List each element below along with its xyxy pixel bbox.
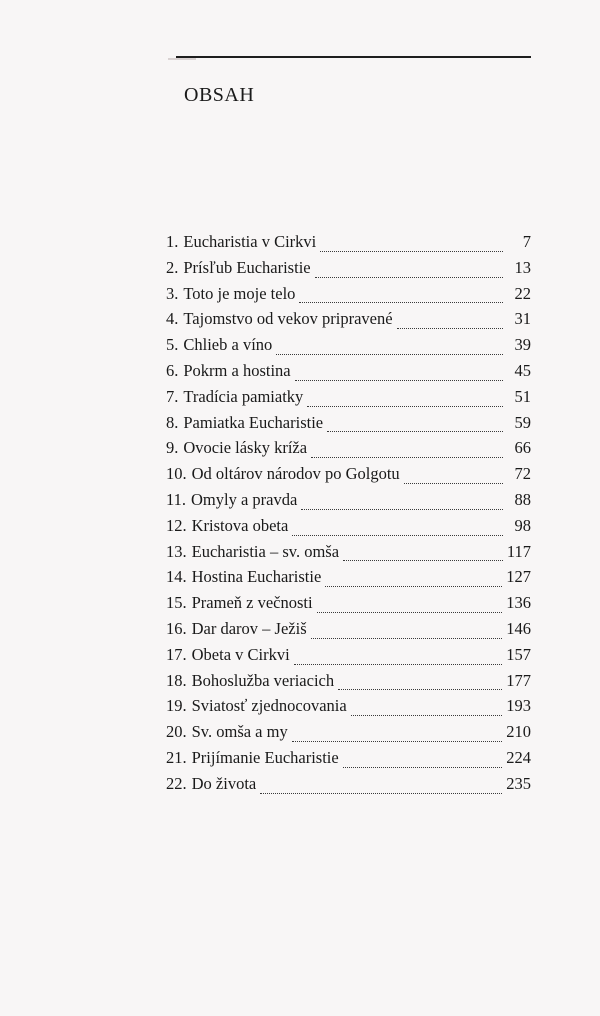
toc-entry-page-number: 51 [514,386,531,406]
toc-entry-number: 11. [166,489,187,509]
toc-entry [166,722,531,748]
toc-entry [166,567,531,593]
toc-entry-page-number: 177 [506,670,531,690]
toc-entry [166,232,531,258]
toc-leader-dots [292,740,503,742]
toc-entry-number: 7. [166,386,179,406]
toc-entry-page-number: 127 [506,567,531,587]
toc-leader-dots [351,714,503,716]
toc-leader-dots [301,508,503,510]
toc-entry-number: 21. [166,747,187,767]
toc-entry [166,593,531,619]
toc-entry [166,335,531,361]
header-rule [176,56,531,58]
toc-entry-number: 13. [166,541,187,561]
toc-entry-number: 5. [166,335,179,355]
toc-entry [166,258,531,284]
toc-entry-number: 19. [166,696,187,716]
toc-entry-title: Tajomstvo od vekov pripravené [183,309,393,329]
toc-entry-title: Kristova obeta [191,515,289,535]
toc-entry [166,490,531,516]
toc-entry [166,671,531,697]
toc-entry-page-number: 146 [506,618,531,638]
toc-entry [166,361,531,387]
toc-leader-dots [317,611,503,613]
toc-entry-number: 2. [166,257,179,277]
toc-entry-number: 14. [166,567,187,587]
toc-entry-title: Hostina Eucharistie [191,567,322,587]
toc-entry-number: 16. [166,618,187,638]
toc-entry [166,387,531,413]
toc-leader-dots [325,585,502,587]
toc-entry-number: 3. [166,283,179,303]
page-title: OBSAH [184,84,255,106]
toc-entry-title: Prísľub Eucharistie [183,257,311,277]
toc-entry [166,413,531,439]
toc-entry-title: Eucharistia – sv. omša [191,541,340,561]
toc-entry-page-number: 72 [514,464,531,484]
toc-leader-dots [295,379,503,381]
toc-leader-dots [343,766,503,768]
toc-entry [166,774,531,800]
toc-entry-title: Sv. omša a my [191,722,288,742]
toc-entry-page-number: 22 [514,283,531,303]
toc-leader-dots [343,559,503,561]
toc-entry-page-number: 66 [514,438,531,458]
toc-entry [166,309,531,335]
toc-entry-page-number: 210 [506,722,531,742]
toc-entry-title: Dar darov – Ježiš [191,618,307,638]
toc-entry [166,464,531,490]
toc-entry [166,438,531,464]
toc-entry-title: Pamiatka Eucharistie [183,412,324,432]
toc-entry-title: Bohoslužba veriacich [191,670,335,690]
toc-entry-title: Eucharistia v Cirkvi [183,232,317,251]
toc-entry-number: 6. [166,360,179,380]
toc-entry [166,284,531,310]
toc-entry-page-number: 136 [506,593,531,613]
toc-entry-number: 8. [166,412,179,432]
toc-leader-dots [292,534,503,536]
toc-entry-number: 22. [166,773,187,793]
toc-entry-title: Toto je moje telo [183,283,296,303]
toc-leader-dots [260,792,502,794]
toc-entry-number: 20. [166,722,187,742]
toc-entry-page-number: 45 [514,360,531,380]
toc-entry-number: 4. [166,309,179,329]
toc-leader-dots [404,482,503,484]
toc-entry-page-number: 117 [506,541,531,561]
toc-entry-number: 15. [166,593,187,613]
toc-entry-page-number: 13 [514,257,531,277]
toc-entry-title: Od oltárov národov po Golgotu [191,464,400,484]
toc-entry-title: Ovocie lásky kríža [183,438,308,458]
toc-entry-title: Tradícia pamiatky [183,386,304,406]
toc-leader-dots [338,688,502,690]
toc-entry-page-number: 31 [514,309,531,329]
toc-entry [166,696,531,722]
toc-leader-dots [320,250,503,252]
toc-entry [166,748,531,774]
toc-leader-dots [327,430,503,432]
toc-entry-page-number: 98 [514,515,531,535]
toc-leader-dots [294,663,503,665]
toc-entry-title: Prijímanie Eucharistie [191,747,339,767]
toc-entry-title: Chlieb a víno [183,335,273,355]
toc-entry-number: 9. [166,438,179,458]
toc-entry-number: 18. [166,670,187,690]
toc-entry-title: Sviatosť zjednocovania [191,696,347,716]
toc-entry-page-number: 235 [506,773,531,793]
table-of-contents [166,232,531,800]
toc-leader-dots [299,301,503,303]
toc-leader-dots [315,276,503,278]
toc-entry [166,619,531,645]
toc-entry-title: Pokrm a hostina [183,360,291,380]
toc-entry [166,516,531,542]
toc-entry-title: Prameň z večnosti [191,593,313,613]
toc-entry-page-number: 39 [514,335,531,355]
toc-entry-number: 12. [166,515,187,535]
toc-entry-page-number: 193 [506,696,531,716]
toc-leader-dots [397,327,503,329]
toc-entry-page-number: 224 [506,747,531,767]
toc-entry-number: 1. [166,232,179,251]
toc-entry-title: Omyly a pravda [191,489,298,509]
toc-entry-number: 10. [166,464,187,484]
toc-entry-page-number: 59 [514,412,531,432]
toc-entry [166,645,531,671]
toc-entry-number: 17. [166,644,187,664]
toc-leader-dots [311,456,503,458]
toc-entry-title: Do života [191,773,257,793]
toc-entry [166,542,531,568]
toc-entry-page-number: 157 [506,644,531,664]
toc-leader-dots [311,637,503,639]
toc-entry-title: Obeta v Cirkvi [191,644,290,664]
toc-entry-page-number: 7 [522,232,531,251]
bleed-through-mark [168,58,196,60]
toc-leader-dots [307,405,503,407]
toc-leader-dots [276,353,503,355]
toc-entry-page-number: 88 [514,489,531,509]
